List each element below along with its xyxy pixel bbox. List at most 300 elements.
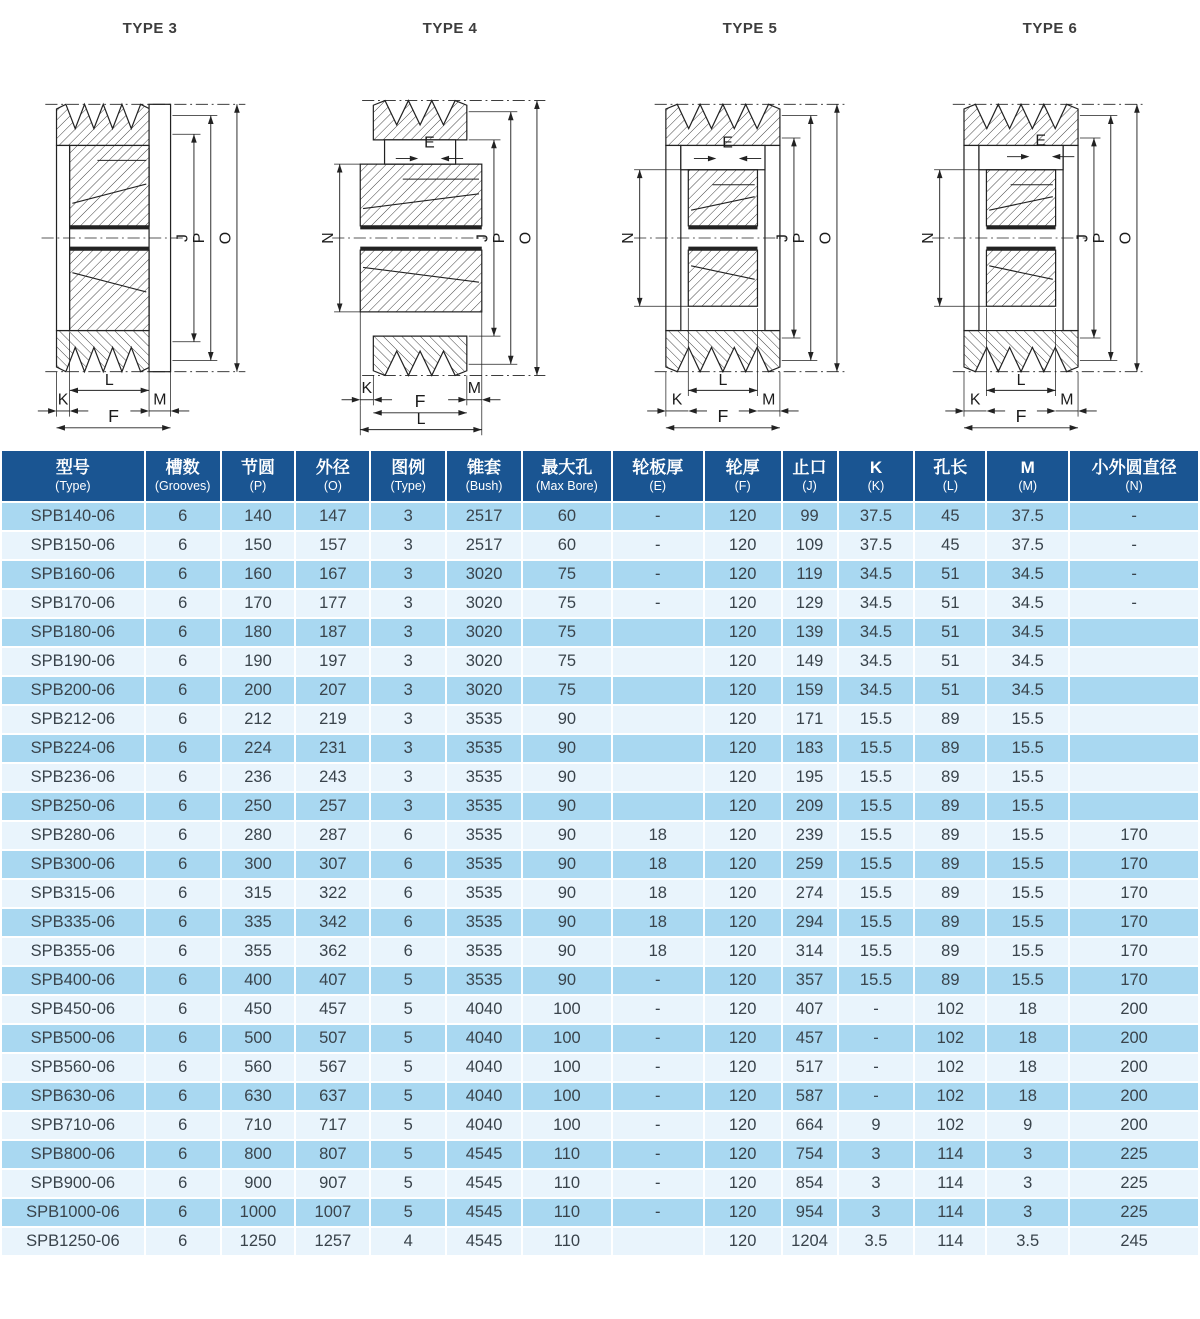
hub-section-lower — [70, 250, 149, 330]
table-row — [1, 908, 1199, 937]
value-cell: 225 — [1069, 1140, 1199, 1169]
value-cell: 4040 — [446, 995, 522, 1024]
value-cell: 170 — [1069, 966, 1199, 995]
value-cell: 3 — [838, 1198, 915, 1227]
column-header-2 — [221, 450, 296, 502]
value-cell: 357 — [782, 966, 838, 995]
value-cell: 630 — [221, 1082, 296, 1111]
value-cell: 6 — [145, 1024, 221, 1053]
column-header-en: (Type) — [55, 479, 91, 494]
value-cell: 120 — [704, 1227, 782, 1256]
value-cell: 120 — [704, 647, 782, 676]
dim-label-m: M — [762, 391, 776, 409]
value-cell: 120 — [704, 1198, 782, 1227]
value-cell: 15.5 — [986, 850, 1069, 879]
column-header-11 — [914, 450, 986, 502]
value-cell: 6 — [145, 1082, 221, 1111]
header-row — [1, 450, 1199, 502]
value-cell: 717 — [295, 1111, 370, 1140]
value-cell: 89 — [914, 850, 986, 879]
value-cell: 15.5 — [838, 821, 915, 850]
value-cell: 4545 — [446, 1198, 522, 1227]
column-header-8 — [704, 450, 782, 502]
column-header-en: (J) — [802, 479, 817, 494]
value-cell: 51 — [914, 560, 986, 589]
value-cell: 3020 — [446, 676, 522, 705]
model-cell: SPB250-06 — [1, 792, 145, 821]
value-cell: 120 — [704, 879, 782, 908]
value-cell: 257 — [295, 792, 370, 821]
value-cell: 139 — [782, 618, 838, 647]
value-cell: 149 — [782, 647, 838, 676]
value-cell: 200 — [1069, 995, 1199, 1024]
hub-section-upper — [70, 145, 149, 225]
value-cell: 90 — [522, 879, 612, 908]
dim-label-k: K — [57, 391, 69, 409]
value-cell: 287 — [295, 821, 370, 850]
value-cell: 6 — [370, 850, 446, 879]
table-row — [1, 531, 1199, 560]
value-cell: 457 — [782, 1024, 838, 1053]
value-cell: 110 — [522, 1227, 612, 1256]
value-cell: 3020 — [446, 647, 522, 676]
value-cell: 114 — [914, 1169, 986, 1198]
value-cell: 15.5 — [838, 850, 915, 879]
column-header-en: (N) — [1125, 479, 1143, 494]
value-cell: - — [612, 1198, 704, 1227]
value-cell: 280 — [221, 821, 296, 850]
value-cell: 109 — [782, 531, 838, 560]
table-row — [1, 1140, 1199, 1169]
value-cell: - — [612, 1053, 704, 1082]
value-cell: 3535 — [446, 937, 522, 966]
column-header-zh: 节圆 — [241, 458, 276, 477]
value-cell: 3 — [986, 1140, 1069, 1169]
value-cell: 5 — [370, 1053, 446, 1082]
value-cell: 6 — [145, 560, 221, 589]
value-cell: 120 — [704, 531, 782, 560]
value-cell: 3535 — [446, 821, 522, 850]
spec-table — [0, 449, 1200, 1257]
value-cell: 90 — [522, 850, 612, 879]
column-header-zh: K — [869, 458, 883, 477]
value-cell: 160 — [221, 560, 296, 589]
pulley-body — [634, 104, 845, 371]
pulley-body — [332, 101, 545, 376]
model-cell: SPB800-06 — [1, 1140, 145, 1169]
model-cell: SPB300-06 — [1, 850, 145, 879]
column-header-en: (P) — [249, 479, 267, 494]
value-cell: 51 — [914, 589, 986, 618]
value-cell: 15.5 — [986, 792, 1069, 821]
value-cell: 6 — [145, 821, 221, 850]
value-cell: 2517 — [446, 531, 522, 560]
value-cell: 190 — [221, 647, 296, 676]
value-cell: 170 — [1069, 937, 1199, 966]
dim-label-k: K — [361, 380, 373, 398]
model-cell: SPB170-06 — [1, 589, 145, 618]
value-cell: 6 — [370, 937, 446, 966]
value-cell: 18 — [612, 821, 704, 850]
value-cell: 120 — [704, 792, 782, 821]
value-cell: 110 — [522, 1169, 612, 1198]
value-cell: 200 — [1069, 1024, 1199, 1053]
column-header-zh: 外径 — [315, 458, 350, 477]
diagram-title: TYPE 5 — [722, 20, 778, 37]
model-cell: SPB315-06 — [1, 879, 145, 908]
model-cell: SPB236-06 — [1, 763, 145, 792]
value-cell: 140 — [221, 502, 296, 531]
column-header-zh: 锥套 — [467, 458, 502, 477]
value-cell: 15.5 — [986, 821, 1069, 850]
table-row — [1, 966, 1199, 995]
column-header-en: (O) — [323, 479, 342, 494]
value-cell: 90 — [522, 705, 612, 734]
value-cell: 5 — [370, 1198, 446, 1227]
value-cell: 6 — [145, 1111, 221, 1140]
value-cell: 120 — [704, 676, 782, 705]
value-cell: 120 — [704, 908, 782, 937]
value-cell — [612, 618, 704, 647]
value-cell: - — [612, 1140, 704, 1169]
value-cell: - — [1069, 560, 1199, 589]
value-cell: 3020 — [446, 618, 522, 647]
value-cell: 3535 — [446, 792, 522, 821]
value-cell: 3535 — [446, 763, 522, 792]
model-cell: SPB224-06 — [1, 734, 145, 763]
dim-label-o: O — [517, 231, 535, 245]
value-cell: - — [612, 531, 704, 560]
value-cell: 114 — [914, 1198, 986, 1227]
value-cell: 807 — [295, 1140, 370, 1169]
value-cell: 102 — [914, 1111, 986, 1140]
value-cell: 119 — [782, 560, 838, 589]
flange-wall — [385, 140, 456, 164]
value-cell: 60 — [522, 502, 612, 531]
dim-label-k: K — [969, 391, 981, 409]
value-cell: 15.5 — [838, 705, 915, 734]
value-cell: 110 — [522, 1198, 612, 1227]
dim-label-e: E — [424, 134, 435, 152]
value-cell: 3 — [986, 1198, 1069, 1227]
dim-label-m: M — [1060, 391, 1074, 409]
value-cell — [612, 792, 704, 821]
value-cell: 170 — [221, 589, 296, 618]
value-cell: 3 — [370, 589, 446, 618]
value-cell: 45 — [914, 502, 986, 531]
value-cell: 587 — [782, 1082, 838, 1111]
value-cell: 1257 — [295, 1227, 370, 1256]
grooved-rim — [964, 331, 1078, 372]
value-cell: 15.5 — [838, 734, 915, 763]
column-header-en: (M) — [1018, 479, 1038, 494]
value-cell: 754 — [782, 1140, 838, 1169]
value-cell: - — [1069, 502, 1199, 531]
value-cell: 150 — [221, 531, 296, 560]
value-cell: 4040 — [446, 1024, 522, 1053]
value-cell: 457 — [295, 995, 370, 1024]
table-row — [1, 879, 1199, 908]
value-cell: 114 — [914, 1227, 986, 1256]
value-cell: 18 — [612, 879, 704, 908]
value-cell: 200 — [1069, 1111, 1199, 1140]
column-header-zh: 小外圆直径 — [1091, 458, 1177, 477]
value-cell: 300 — [221, 850, 296, 879]
dim-label-p: P — [191, 232, 209, 244]
value-cell: 34.5 — [986, 618, 1069, 647]
value-cell: 120 — [704, 1169, 782, 1198]
table-row — [1, 1024, 1199, 1053]
value-cell: 120 — [704, 589, 782, 618]
table-row — [1, 589, 1199, 618]
table-row — [1, 1227, 1199, 1256]
hub-section-upper — [360, 164, 482, 226]
value-cell: 3 — [370, 705, 446, 734]
value-cell: 187 — [295, 618, 370, 647]
dim-label-f: F — [108, 406, 119, 427]
value-cell: 3 — [370, 792, 446, 821]
value-cell: 157 — [295, 531, 370, 560]
value-cell: 60 — [522, 531, 612, 560]
value-cell: 100 — [522, 1111, 612, 1140]
value-cell: 4545 — [446, 1227, 522, 1256]
column-header-zh: 止口 — [792, 458, 827, 477]
value-cell: 3.5 — [838, 1227, 915, 1256]
value-cell: 6 — [145, 618, 221, 647]
dim-label-f: F — [717, 406, 729, 427]
value-cell: 99 — [782, 502, 838, 531]
value-cell: 4545 — [446, 1140, 522, 1169]
value-cell: 15.5 — [986, 705, 1069, 734]
value-cell: 18 — [612, 937, 704, 966]
value-cell: 5 — [370, 995, 446, 1024]
model-cell: SPB400-06 — [1, 966, 145, 995]
value-cell: - — [612, 589, 704, 618]
value-cell: 15.5 — [986, 763, 1069, 792]
column-header-3 — [295, 450, 370, 502]
value-cell: 3535 — [446, 966, 522, 995]
value-cell: 120 — [704, 995, 782, 1024]
value-cell: 183 — [782, 734, 838, 763]
value-cell: 1007 — [295, 1198, 370, 1227]
value-cell — [1069, 647, 1199, 676]
column-header-1 — [145, 450, 221, 502]
column-header-zh: 图例 — [391, 458, 426, 477]
column-header-zh: 孔长 — [933, 458, 968, 477]
value-cell: 5 — [370, 1169, 446, 1198]
pulley-body — [42, 104, 246, 371]
value-cell: - — [612, 995, 704, 1024]
dim-label-n: N — [620, 232, 638, 244]
value-cell: 6 — [145, 1227, 221, 1256]
value-cell: 907 — [295, 1169, 370, 1198]
value-cell — [1069, 792, 1199, 821]
grooved-rim — [57, 331, 150, 372]
value-cell: 34.5 — [986, 589, 1069, 618]
column-header-10 — [838, 450, 915, 502]
value-cell — [612, 647, 704, 676]
diagram-type-5 — [600, 4, 900, 439]
value-cell: 18 — [612, 850, 704, 879]
model-cell: SPB190-06 — [1, 647, 145, 676]
value-cell: 3535 — [446, 908, 522, 937]
value-cell: 6 — [145, 937, 221, 966]
table-row — [1, 792, 1199, 821]
value-cell: 120 — [704, 1053, 782, 1082]
column-header-en: (F) — [734, 479, 751, 494]
value-cell: 100 — [522, 995, 612, 1024]
dim-label-f: F — [1015, 406, 1027, 427]
value-cell: 18 — [986, 1024, 1069, 1053]
value-cell: 560 — [221, 1053, 296, 1082]
table-row — [1, 647, 1199, 676]
dim-label-p: P — [791, 232, 809, 244]
column-header-zh: M — [1020, 458, 1035, 477]
value-cell: 15.5 — [986, 966, 1069, 995]
value-cell: 3 — [370, 531, 446, 560]
value-cell: 18 — [612, 908, 704, 937]
model-cell: SPB150-06 — [1, 531, 145, 560]
value-cell: 6 — [145, 966, 221, 995]
value-cell: 6 — [145, 647, 221, 676]
column-header-9 — [782, 450, 838, 502]
model-cell: SPB710-06 — [1, 1111, 145, 1140]
dim-label-j: J — [1074, 234, 1092, 242]
dim-label-l: L — [416, 411, 426, 429]
value-cell: 224 — [221, 734, 296, 763]
column-header-0 — [1, 450, 145, 502]
value-cell: 37.5 — [838, 531, 915, 560]
column-header-en: (L) — [942, 479, 958, 494]
value-cell: 3020 — [446, 589, 522, 618]
dim-label-j: J — [474, 234, 492, 242]
dim-label-e: E — [1035, 132, 1046, 150]
dim-label-n: N — [920, 232, 938, 244]
value-cell: - — [1069, 531, 1199, 560]
value-cell — [612, 734, 704, 763]
value-cell: 34.5 — [838, 647, 915, 676]
value-cell: 6 — [145, 705, 221, 734]
value-cell: 3 — [370, 734, 446, 763]
value-cell: 6 — [145, 1169, 221, 1198]
value-cell: 15.5 — [986, 937, 1069, 966]
model-cell: SPB1250-06 — [1, 1227, 145, 1256]
value-cell: 5 — [370, 1140, 446, 1169]
value-cell: - — [838, 995, 915, 1024]
value-cell: 1204 — [782, 1227, 838, 1256]
column-header-en: (Bush) — [465, 479, 503, 494]
table-row — [1, 1053, 1199, 1082]
spec-table-body — [1, 502, 1199, 1256]
column-header-zh: 型号 — [55, 458, 90, 477]
value-cell: 89 — [914, 734, 986, 763]
value-cell: - — [612, 1111, 704, 1140]
dim-label-m: M — [153, 391, 167, 409]
value-cell: 6 — [145, 763, 221, 792]
grooved-rim — [964, 104, 1078, 145]
value-cell: 90 — [522, 821, 612, 850]
model-cell: SPB355-06 — [1, 937, 145, 966]
value-cell: 517 — [782, 1053, 838, 1082]
value-cell: - — [838, 1024, 915, 1053]
value-cell: 34.5 — [986, 676, 1069, 705]
value-cell: 6 — [145, 792, 221, 821]
value-cell: 18 — [986, 1082, 1069, 1111]
value-cell: 15.5 — [838, 792, 915, 821]
value-cell: 75 — [522, 618, 612, 647]
value-cell: 567 — [295, 1053, 370, 1082]
value-cell — [612, 1227, 704, 1256]
column-header-en: (E) — [649, 479, 667, 494]
value-cell: 120 — [704, 734, 782, 763]
value-cell: - — [838, 1082, 915, 1111]
value-cell: 75 — [522, 589, 612, 618]
value-cell: 4040 — [446, 1111, 522, 1140]
value-cell: 5 — [370, 1111, 446, 1140]
value-cell: 207 — [295, 676, 370, 705]
value-cell: 6 — [145, 908, 221, 937]
value-cell: 6 — [145, 502, 221, 531]
table-row — [1, 995, 1199, 1024]
value-cell: 102 — [914, 995, 986, 1024]
dim-label-l: L — [1016, 371, 1026, 389]
value-cell: 89 — [914, 966, 986, 995]
table-row — [1, 705, 1199, 734]
value-cell: 89 — [914, 763, 986, 792]
value-cell: 37.5 — [838, 502, 915, 531]
value-cell: 197 — [295, 647, 370, 676]
value-cell: 90 — [522, 734, 612, 763]
value-cell — [1069, 676, 1199, 705]
grooved-rim — [666, 331, 780, 372]
dim-label-j: J — [174, 234, 192, 242]
value-cell: 89 — [914, 879, 986, 908]
value-cell: 15.5 — [838, 879, 915, 908]
table-row — [1, 1169, 1199, 1198]
dim-label-o: O — [217, 231, 235, 245]
value-cell: 209 — [782, 792, 838, 821]
value-cell: 664 — [782, 1111, 838, 1140]
value-cell: 245 — [1069, 1227, 1199, 1256]
value-cell: 120 — [704, 705, 782, 734]
value-cell: 195 — [782, 763, 838, 792]
value-cell — [612, 705, 704, 734]
value-cell: 500 — [221, 1024, 296, 1053]
value-cell: 34.5 — [986, 647, 1069, 676]
value-cell: 147 — [295, 502, 370, 531]
table-row — [1, 676, 1199, 705]
value-cell: 243 — [295, 763, 370, 792]
pulley-drawing-type-4 — [304, 37, 596, 439]
table-row — [1, 937, 1199, 966]
table-row — [1, 502, 1199, 531]
grooved-rim — [373, 101, 466, 140]
value-cell: 6 — [145, 531, 221, 560]
value-cell: 100 — [522, 1024, 612, 1053]
value-cell: 6 — [145, 879, 221, 908]
value-cell: 1250 — [221, 1227, 296, 1256]
model-cell: SPB280-06 — [1, 821, 145, 850]
value-cell: 51 — [914, 618, 986, 647]
value-cell: - — [612, 1024, 704, 1053]
value-cell: 231 — [295, 734, 370, 763]
value-cell: 954 — [782, 1198, 838, 1227]
value-cell: 51 — [914, 676, 986, 705]
value-cell: 3 — [838, 1140, 915, 1169]
column-header-12 — [986, 450, 1069, 502]
value-cell: 9 — [986, 1111, 1069, 1140]
value-cell — [612, 763, 704, 792]
